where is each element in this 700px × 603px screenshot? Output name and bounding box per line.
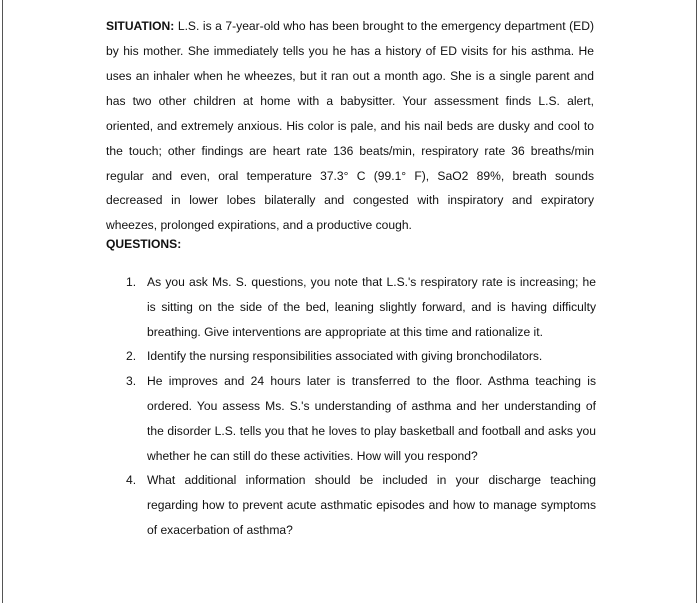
questions-heading: QUESTIONS: <box>106 237 182 251</box>
question-text: He improves and 24 hours later is transferred to the floor. Asthma teaching is ordered. You assess Ms. S.'s understanding of asthma and her understanding of the disorder L.S. tells you that he loves to play basketball and football and asks you whether he can still do these activities. How will you respond? <box>147 374 596 463</box>
page-right-border <box>696 0 697 603</box>
question-number: 4. <box>126 473 137 488</box>
question-number: 3. <box>126 374 137 389</box>
situation-label: SITUATION: <box>106 19 175 34</box>
question-text: What additional information should be included in your discharge teaching regarding how to prevent acute asthmatic episodes and how to manage symptoms of exacerbation of asthma? <box>147 473 596 537</box>
question-item <box>126 270 596 344</box>
question-text: As you ask Ms. S. questions, you note that L.S.'s respiratory rate is increasing; he is sitting on the side of the bed, leaning slightly forward, and is having difficulty breathing. Give interventions are appropriate at this time and rationalize it. <box>147 275 596 339</box>
question-number: 2. <box>126 349 137 364</box>
questions-list <box>126 270 596 543</box>
question-text: Identify the nursing responsibilities associated with giving bronchodilators. <box>147 349 543 364</box>
page-left-border <box>2 0 3 603</box>
situation-paragraph <box>106 14 594 238</box>
question-number: 1. <box>126 275 137 289</box>
question-item <box>126 369 596 468</box>
situation-text: L.S. is a 7-year-old who has been brought to the emergency department (ED) by his mother. She immediately tells you he has a history of ED visits for his asthma. He uses an inhaler when he wheezes, but it ran out a month ago. She is a single parent and has two other children at home with a babysitter. Your assessment finds L.S. alert, oriented, and extremely anxious. His color is pale, and his nail beds are dusky and cool to the touch; other findings are heart rate 136 beats/min, respiratory rate 36 breaths/min regular and even, oral temperature 37.3° C (99.1° F), SaO2 89%, breath sounds decreased in lower lobes bilaterally and congested with inspiratory and expiratory wheezes, prolonged expirations, and a productive cough. <box>106 19 594 233</box>
question-item <box>126 468 596 542</box>
question-item <box>126 344 596 369</box>
